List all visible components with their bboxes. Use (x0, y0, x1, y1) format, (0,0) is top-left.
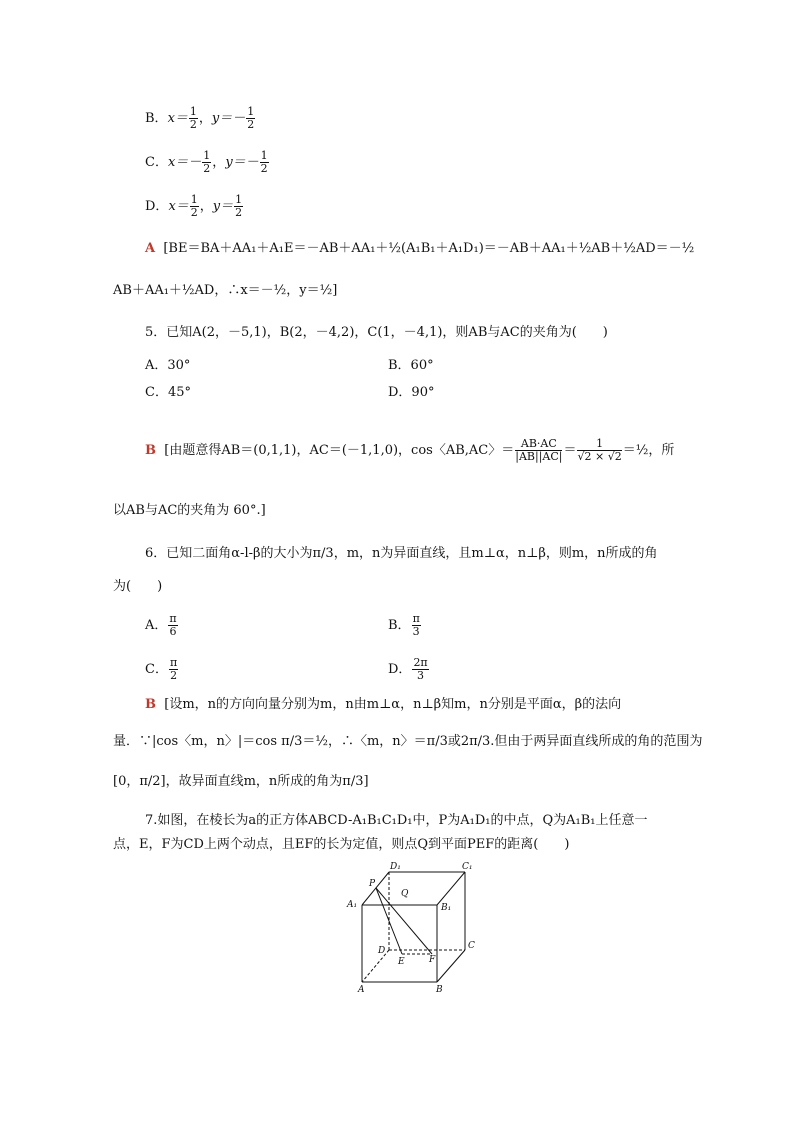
q5-option-a: A．30° (145, 358, 191, 373)
label-c1: C₁ (462, 862, 473, 872)
q6-option-c: C． $\frac{\pi}{2}$ (145, 656, 178, 682)
q6-stem-line1: 6．已知二面角α-l-β的大小为π/3，m，n为异面直线，且m⊥α，n⊥β，则m，n所成的角 (145, 546, 658, 561)
q5-answer: B (145, 443, 156, 458)
q5-stem: 5．已知A(2，－5,1)，B(2，－4,2)，C(1，－4,1)，则AB与AC的夹角为( ) (145, 325, 608, 340)
q6-stem-line2: 为( ) (113, 579, 163, 594)
label-b: B (436, 985, 443, 995)
label-b1: B₁ (441, 903, 452, 913)
q5-solution-line2: 以AB与AC的夹角为 60°.] (113, 503, 266, 518)
label-e: E (398, 957, 405, 967)
label-a1: A₁ (347, 900, 358, 910)
q4-option-d: D．x＝ $\frac{1}{2}$ ，y＝ $\frac{1}{2}$ (145, 193, 243, 219)
q6-answer: B (145, 697, 156, 712)
label-f: F (429, 955, 436, 965)
q6-option-d: D． $\frac{2\pi}{3}$ (388, 656, 428, 682)
label-c: C (468, 941, 475, 951)
label-a: A (358, 985, 365, 995)
q5-option-b: B．60° (388, 358, 434, 373)
q4-answer: A (145, 241, 156, 256)
q5-option-c: C．45° (145, 385, 191, 400)
q5-solution-line1: B [由题意得AB＝(0,1,1)，AC＝(－1,1,0)，cos〈AB,AC〉＝ $\frac{AB\cdot AC}{|AB||AC|}$ ＝ $\frac{1}{√2 \times √2}$ ＝½，所 (145, 437, 675, 463)
q6-option-a: A． $\frac{\pi}{6}$ (145, 612, 177, 638)
q6-option-b: B． $\frac{\pi}{3}$ (388, 612, 420, 638)
q4-solution-line2: AB＋AA₁＋½AD，∴x＝－½，y＝½] (113, 283, 338, 298)
q7-stem-line2: 点，E，F为CD上两个动点，且EF的长为定值，则点Q到平面PEF的距离( ) (113, 837, 570, 852)
q6-solution-line1: B [设m，n的方向向量分别为m，n由m⊥α，n⊥β知m，n分别是平面α，β的法向 (145, 697, 622, 712)
q4-option-c: C．x＝－ $\frac{1}{2}$ ，y＝－ $\frac{1}{2}$ (145, 149, 268, 175)
label-d1: D₁ (390, 862, 401, 872)
label-q: Q (401, 889, 409, 899)
label-p: P (369, 879, 376, 889)
q6-solution-line2: 量．∵|cos〈m，n〉|＝cos π/3＝½，∴〈m，n〉＝π/3或2π/3.但由于两异面直线所成的角的范围为 (113, 734, 703, 749)
label-d: D (378, 946, 386, 956)
q4-solution-line1: A [BE＝BA＋AA₁＋A₁E＝－AB＋AA₁＋½(A₁B₁＋A₁D₁)＝－AB＋AA₁＋½AB＋½AD＝－½ (145, 241, 695, 256)
q6-solution-line3: [0，π/2]，故异面直线m，n所成的角为π/3] (113, 774, 369, 789)
q5-option-d: D．90° (388, 385, 435, 400)
q4-option-b: B．x＝ $\frac{1}{2}$ ，y＝－ $\frac{1}{2}$ (145, 105, 255, 131)
q7-stem-line1: 7.如图，在棱长为a的正方体ABCD-A₁B₁C₁D₁中，P为A₁D₁的中点，Q为A₁B₁上任意一 (145, 813, 648, 828)
